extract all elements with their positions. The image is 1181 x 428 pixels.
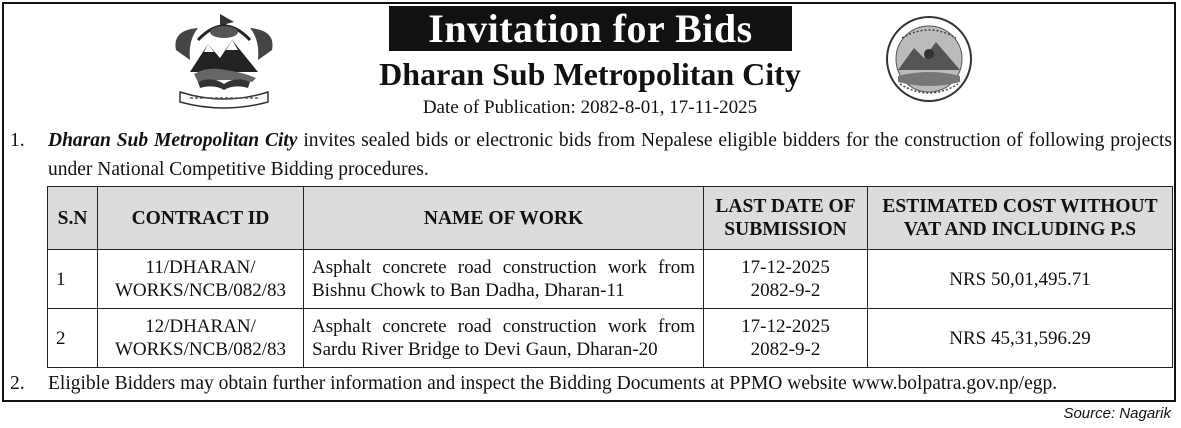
- contract-id-line: WORKS/NCB/082/83: [114, 339, 287, 360]
- cell-name-of-work: [304, 309, 704, 368]
- table-row: [48, 250, 1173, 309]
- bids-table: [47, 186, 1173, 368]
- contract-id-line: WORKS/NCB/082/83: [114, 280, 287, 301]
- cell-estimated-cost: NRS 50,01,495.71: [868, 250, 1173, 309]
- work-name-line: Sardu River Bridge to Devi Gaun, Dharan-20: [312, 339, 658, 360]
- header-last-date: LAST DATE OF SUBMISSION: [704, 187, 868, 250]
- source-credit: Source: Nagarik: [1063, 405, 1171, 422]
- cell-sn: 2: [48, 309, 98, 368]
- cell-last-date: [704, 250, 868, 309]
- nepal-government-emblem-icon: [168, 10, 280, 110]
- header-name-of-work: NAME OF WORK: [304, 187, 704, 250]
- date-line: 2082-9-2: [750, 280, 821, 301]
- cell-contract-id: [98, 309, 304, 368]
- intro-org-name: Dharan Sub Metropolitan City: [48, 130, 298, 151]
- cell-name-of-work: [304, 250, 704, 309]
- intro-text: [48, 126, 1172, 184]
- date-line: 17-12-2025: [741, 257, 830, 278]
- dharan-sub-metropolitan-city-seal-icon: [884, 14, 974, 104]
- cell-contract-id: [98, 250, 304, 309]
- header-sn: S.N: [48, 187, 98, 250]
- intro-body: invites sealed bids or electronic bids from Nepalese eligible bidders for the construction of following projects under National Competitive Bidding procedures.: [48, 130, 1172, 180]
- further-info-paragraph: [10, 370, 1172, 398]
- cell-last-date: [704, 309, 868, 368]
- table-row: [48, 309, 1173, 368]
- header-contract-id: CONTRACT ID: [98, 187, 304, 250]
- cell-sn: 1: [48, 250, 98, 309]
- intro-paragraph: [10, 126, 1172, 184]
- work-name-line: Asphalt concrete road construction work from: [312, 257, 695, 278]
- header-estimated-cost: ESTIMATED COST WITHOUT VAT AND INCLUDING P.S: [868, 187, 1173, 250]
- contract-id-line: 11/DHARAN/: [145, 257, 256, 278]
- organization-heading: Dharan Sub Metropolitan City: [379, 56, 801, 92]
- further-info-text: Eligible Bidders may obtain further information and inspect the Bidding Documents at PPMO website www.bolpatra.gov.np/egp.: [48, 373, 1058, 394]
- work-name-line: Asphalt concrete road construction work from: [312, 316, 695, 337]
- date-line: 17-12-2025: [741, 316, 830, 337]
- date-line: 2082-9-2: [750, 339, 821, 360]
- contract-id-line: 12/DHARAN/: [145, 316, 256, 337]
- further-info-number: 2.: [10, 373, 25, 394]
- cell-estimated-cost: NRS 45,31,596.29: [868, 309, 1173, 368]
- intro-number: 1.: [10, 130, 25, 151]
- notice-title: Invitation for Bids: [389, 6, 792, 51]
- publication-date: Date of Publication: 2082-8-01, 17-11-2025: [422, 97, 758, 118]
- table-header-row: [48, 187, 1173, 250]
- work-name-line: Bishnu Chowk to Ban Dadha, Dharan-11: [312, 280, 625, 301]
